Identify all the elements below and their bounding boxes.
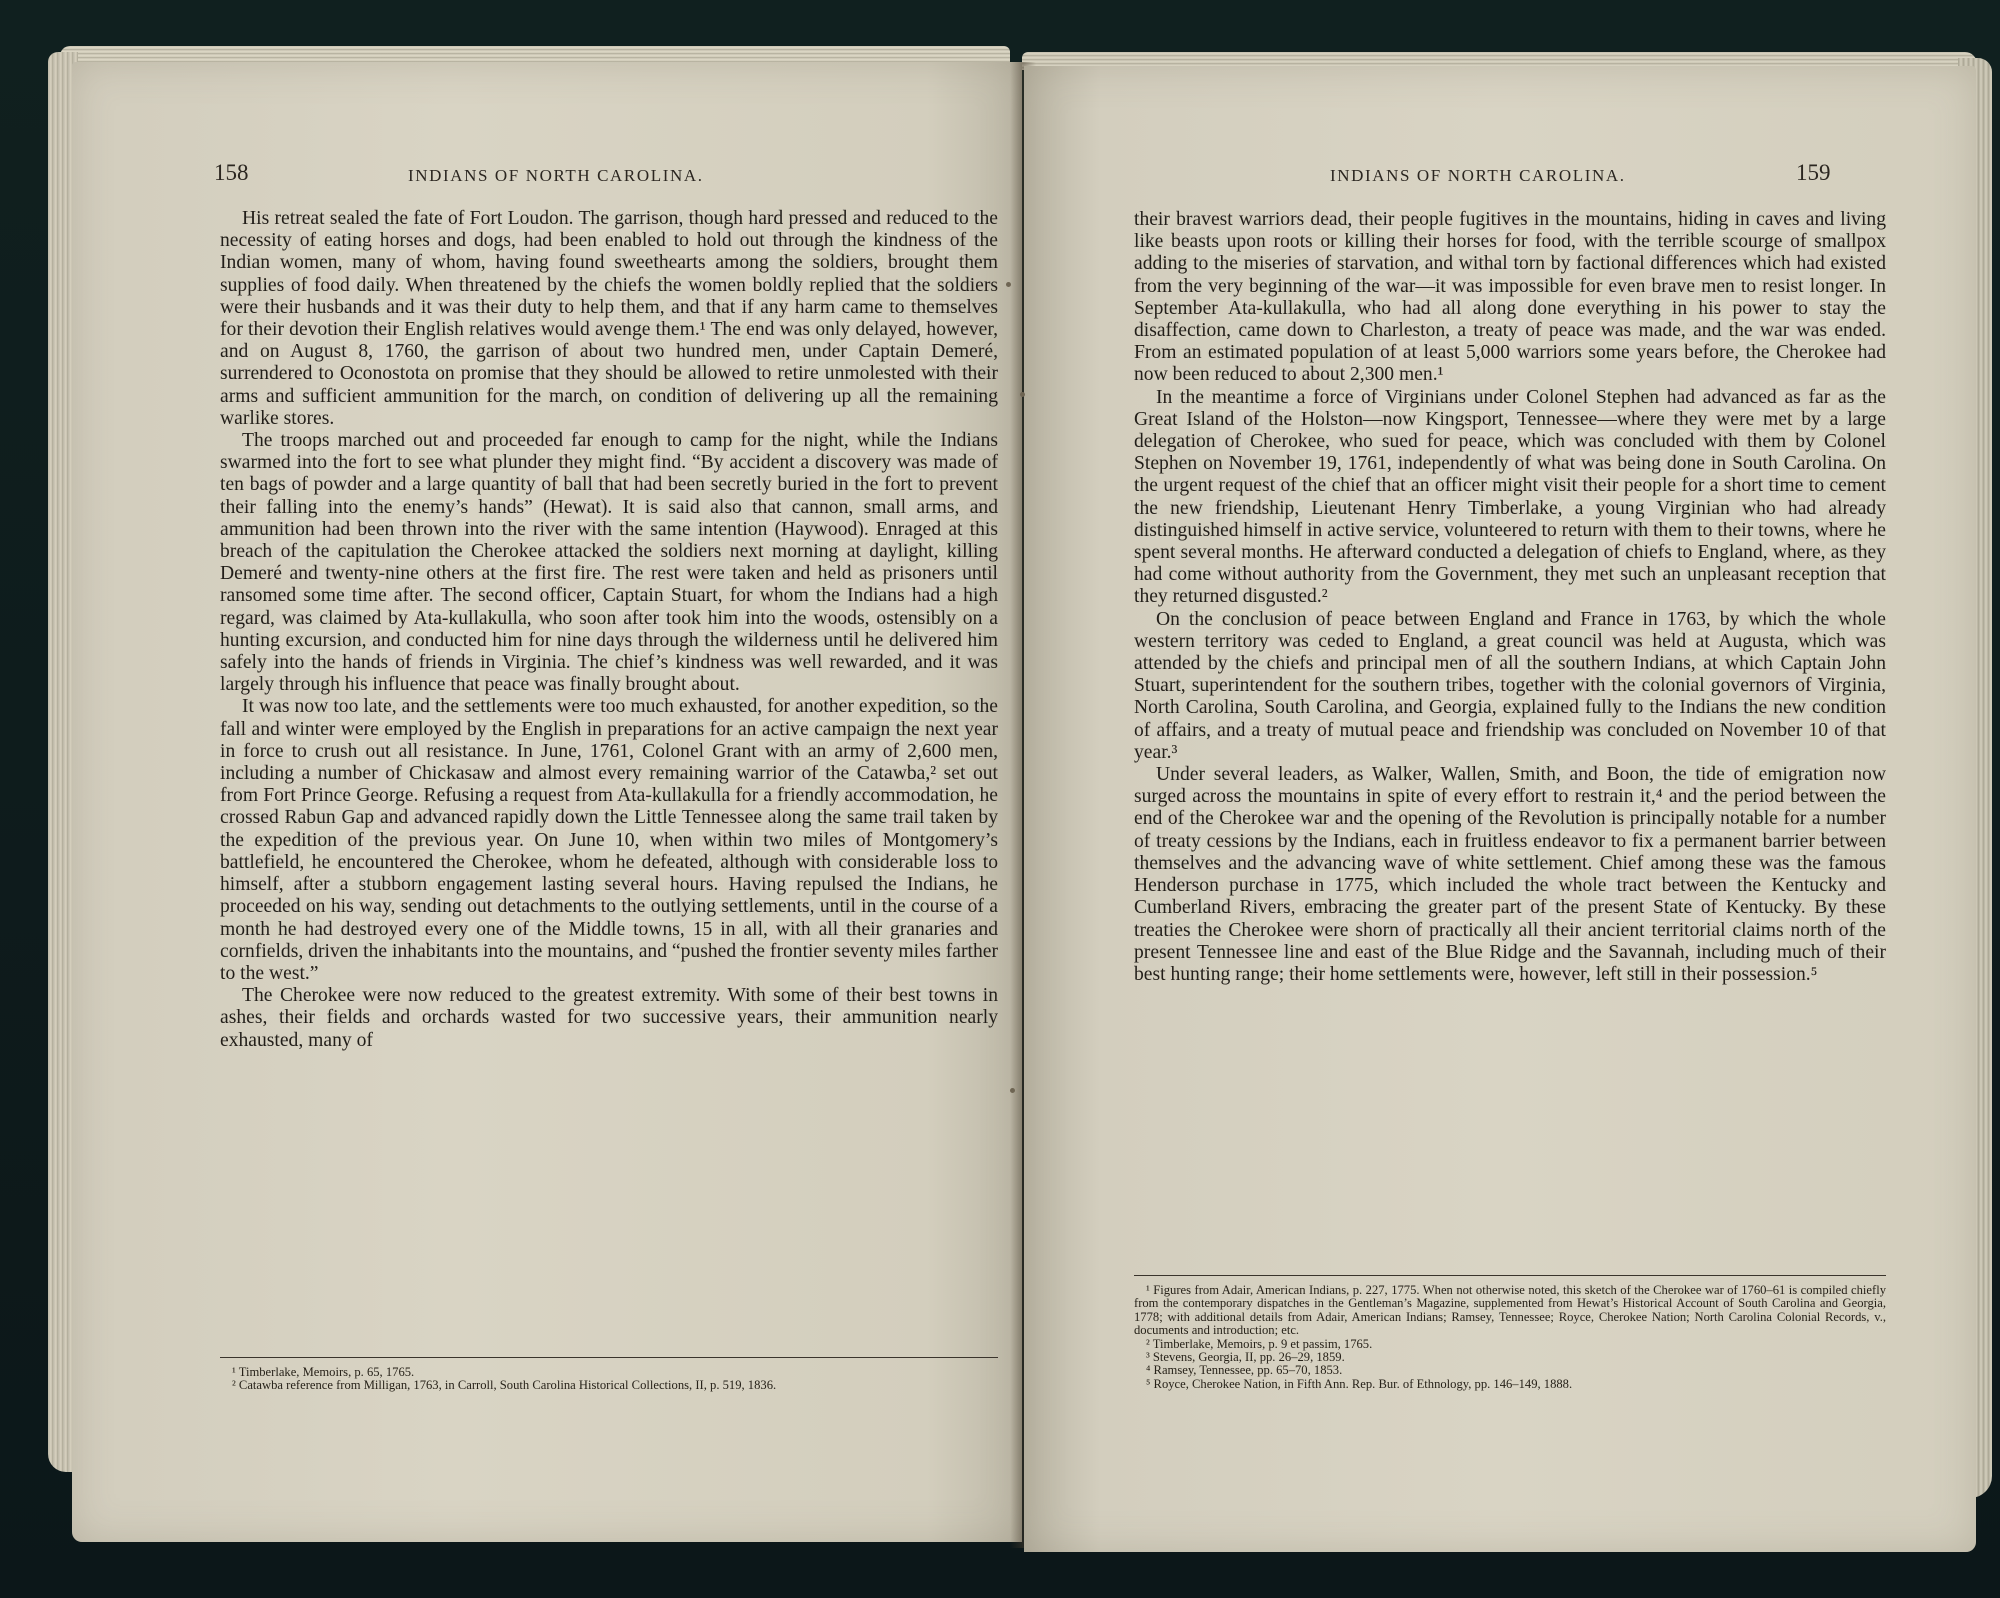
right-body-text <box>1134 209 1886 986</box>
paragraph: It was now too late, and the settlements were too much exhausted, for another expedition, so the fall and winter were employed by the English in preparations for an active campaign the next year in force to crush out all resistance. In June, 1761, Colonel Grant with an army of 2,600 men, including a number of Chickasaw and almost every remaining warrior of the Catawba,² set out from Fort Prince George. Refusing a request from Ata-kullakulla for a friendly accommodation, he crossed Rabun Gap and advanced rapidly down the Little Tennessee along the same trail taken by the expedition of the previous year. On June 10, when within two miles of Montgomery’s battlefield, he encountered the Cherokee, whom he defeated, although with considerable loss to himself, after a stubborn engagement lasting several hours. Having repulsed the Indians, he proceeded on his way, sending out detachments to the outlying settlements, until in the course of a month he had destroyed every one of the Middle towns, 15 in all, with all their granaries and cornfields, driven the inhabitants into the mountains, and “pushed the frontier seventy miles farther to the west.” <box>220 696 998 984</box>
footnote: ⁵ Royce, Cherokee Nation, in Fifth Ann. Rep. Bur. of Ethnology, pp. 146–149, 1888. <box>1146 1376 1573 1391</box>
right-running-head: INDIANS OF NORTH CAROLINA. <box>1330 166 1626 185</box>
footnote: ⁴ Ramsey, Tennessee, pp. 65–70, 1853. <box>1146 1363 1343 1378</box>
left-footnotes <box>220 1366 998 1393</box>
left-running-head: INDIANS OF NORTH CAROLINA. <box>408 166 704 185</box>
paper-speck <box>1020 392 1025 397</box>
footnote: ² Timberlake, Memoirs, p. 9 et passim, 1765. <box>1146 1336 1373 1351</box>
footnote: ² Catawba reference from Milligan, 1763, in Carroll, South Carolina Historical Collections, II, p. 519, 1836. <box>232 1378 777 1393</box>
footnote: ¹ Timberlake, Memoirs, p. 65, 1765. <box>232 1365 415 1379</box>
left-page <box>72 62 1022 1542</box>
footnote-rule <box>220 1357 998 1358</box>
paper-speck <box>1006 282 1011 287</box>
footnote: ¹ Figures from Adair, American Indians, p. 227, 1775. When not otherwise noted, this sketch of the Cherokee war of 1760–61 is compiled chiefly from the contemporary dispatches in the Gentleman’s Magazine, supplemented from Hewat’s Historical Account of South Carolina and Georgia, 1778; with additional details from Adair, American Indians; Ramsey, Tennessee; Royce, Cherokee Nation; North Carolina Colonial Records, v., documents and introduction; etc. <box>1134 1283 1886 1338</box>
paragraph: Under several leaders, as Walker, Wallen, Smith, and Boon, the tide of emigration now surged across the mountains in spite of every effort to restrain it,⁴ and the period between the end of the Cherokee war and the opening of the Revolution is principally notable for a number of treaty cessions by the Indians, each in fruitless endeavor to fix a permanent barrier between themselves and the advancing wave of white settlement. Chief among these was the famous Henderson purchase in 1775, which included the whole tract between the Kentucky and Cumberland Rivers, embracing the greater part of the present State of Kentucky. By these treaties the Cherokee were shorn of practically all their ancient territorial claims north of the present Tennessee line and east of the Blue Ridge and the Savannah, including much of their best hunting range; their home settlements were, however, left still in their possession.⁵ <box>1134 764 1886 985</box>
paragraph-continuation: their bravest warriors dead, their people fugitives in the mountains, hiding in caves and living like beasts upon roots or killing their horses for food, with the terrible scourge of smallpox adding to the miseries of starvation, and withal torn by factional differences which had existed from the very beginning of the war—it was impossible for even brave men to resist longer. In September Ata-kullakulla, who had all along done everything in his power to stay the disaffection, came down to Charleston, a treaty of peace was made, and the war was ended. From an estimated population of at least 5,000 warriors some years before, the Cherokee had now been reduced to about 2,300 men.¹ <box>1134 209 1886 386</box>
right-footnotes <box>1134 1284 1886 1391</box>
footnote: ³ Stevens, Georgia, II, pp. 26–29, 1859. <box>1146 1350 1345 1365</box>
right-page <box>1024 66 1976 1552</box>
paragraph: The troops marched out and proceeded far enough to camp for the night, while the Indians swarmed into the fort to see what plunder they might find. “By accident a discovery was made of ten bags of powder and a large quantity of ball that had been secretly buried in the fort to prevent their falling into the enemy’s hands” (Hewat). It is said also that cannon, small arms, and ammunition had been thrown into the river with the same intention (Haywood). Enraged at this breach of the capitulation the Cherokee attacked the soldiers next morning at daylight, killing Demeré and twenty-nine others at the first fire. The rest were taken and held as prisoners until ransomed some time after. The second officer, Captain Stuart, for whom the Indians had a high regard, was claimed by Ata-kullakulla, who soon after took him into the woods, ostensibly on a hunting excursion, and conducted him for nine days through the wilderness until he delivered him safely into the hands of friends in Virginia. The chief’s kindness was well rewarded, and it was largely through his influence that peace was finally brought about. <box>220 430 998 696</box>
left-body-text <box>220 208 998 1052</box>
left-page-number: 158 <box>214 160 249 185</box>
paper-speck <box>1010 1088 1015 1093</box>
right-page-number: 159 <box>1796 160 1831 185</box>
paragraph: On the conclusion of peace between England and France in 1763, by which the whole western territory was ceded to England, a great council was held at Augusta, which was attended by the chiefs and principal men of all the southern Indians, at which Captain John Stuart, superintendent for the southern tribes, together with the colonial governors of Virginia, North Carolina, South Carolina, and Georgia, explained fully to the Indians the new condition of affairs, and a treaty of mutual peace and friendship was concluded on November 10 of that year.³ <box>1134 608 1886 763</box>
paragraph: In the meantime a force of Virginians under Colonel Stephen had advanced as far as the Great Island of the Holston—now Kingsport, Tennessee—where they were met by a large delegation of Cherokee, who sued for peace, which was concluded with them by Colonel Stephen on November 19, 1761, independently of what was being done in South Carolina. On the urgent request of the chief that an officer might visit their people for a short time to cement the new friendship, Lieutenant Henry Timberlake, a young Virginian who had already distinguished himself in active service, volunteered to return with them to their towns, where he spent several months. He afterward conducted a delegation of chiefs to England, where, as they had come without authority from the Government, they met such an unpleasant reception that they returned disgusted.² <box>1134 386 1886 608</box>
paragraph: His retreat sealed the fate of Fort Loudon. The garrison, though hard pressed and reduced to the necessity of eating horses and dogs, had been enabled to hold out through the kindness of the Indian women, many of whom, having found sweethearts among the soldiers, brought them supplies of food daily. When threatened by the chiefs the women boldly replied that the soldiers were their husbands and it was their duty to help them, and that if any harm came to themselves for their devotion their English relatives would avenge them.¹ The end was only delayed, however, and on August 8, 1760, the garrison of about two hundred men, under Captain Demeré, surrendered to Oconostota on promise that they should be allowed to retire unmolested with their arms and sufficient ammunition for the march, on condition of delivering up all the remaining warlike stores. <box>220 208 998 429</box>
footnote-rule <box>1134 1275 1886 1276</box>
paragraph: The Cherokee were now reduced to the greatest extremity. With some of their best towns in ashes, their fields and orchards wasted for two successive years, their ammunition nearly exhausted, many of <box>220 985 998 1051</box>
